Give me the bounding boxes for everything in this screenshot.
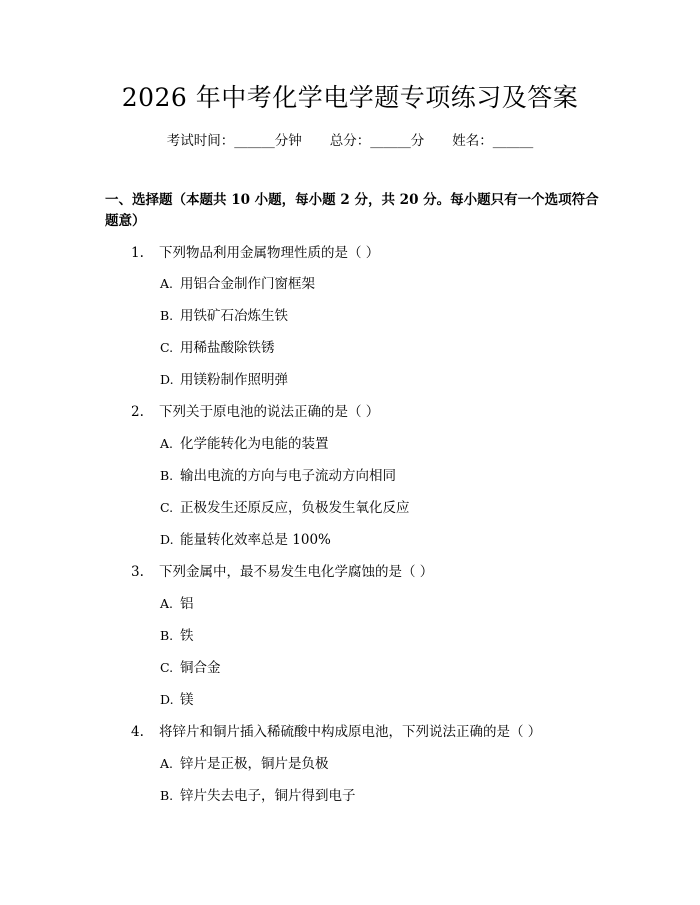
question-2	[131, 402, 379, 422]
option-letter: C.	[160, 500, 174, 515]
option-letter: B.	[160, 468, 174, 483]
option-text: 化学能转化为电能的装置	[180, 436, 329, 452]
question-text: 下列关于原电池的说法正确的是（ ）	[159, 404, 380, 420]
question-text: 将锌片和铜片插入稀硫酸中构成原电池，下列说法正确的是（ ）	[159, 724, 542, 740]
option-text: 输出电流的方向与电子流动方向相同	[180, 468, 396, 484]
question-3-option-d	[160, 690, 194, 710]
option-text: 锌片失去电子，铜片得到电子	[180, 788, 356, 804]
option-text: 用铝合金制作门窗框架	[180, 276, 315, 292]
question-number: 3.	[131, 564, 144, 580]
option-text: 用铁矿石冶炼生铁	[180, 308, 288, 324]
question-text: 下列物品利用金属物理性质的是（ ）	[159, 245, 380, 261]
question-2-option-b	[160, 466, 396, 486]
question-1-option-b	[160, 306, 288, 326]
option-letter: D.	[160, 372, 174, 387]
total-score-field: 总分：______分	[329, 133, 425, 149]
option-text: 能量转化效率总是 100%	[180, 532, 331, 548]
option-letter: A.	[160, 756, 174, 771]
question-1	[131, 243, 379, 263]
option-text: 镁	[180, 692, 194, 708]
option-text: 铁	[180, 628, 194, 644]
question-number: 4.	[131, 724, 144, 740]
question-4	[131, 722, 541, 742]
option-letter: B.	[160, 308, 174, 323]
question-3-option-a	[160, 594, 194, 614]
option-letter: B.	[160, 788, 174, 803]
option-text: 锌片是正极，铜片是负极	[180, 756, 329, 772]
question-1-option-a	[160, 274, 315, 294]
section-heading: 一、选择题（本题共 10 小题，每小题 2 分，共 20 分。每小题只有一个选项符合题意）	[105, 192, 599, 229]
option-letter: D.	[160, 532, 174, 547]
option-text: 正极发生还原反应，负极发生氧化反应	[180, 500, 410, 516]
option-letter: D.	[160, 692, 174, 707]
exam-time-field: 考试时间：______分钟	[166, 133, 302, 149]
question-2-option-c	[160, 498, 410, 518]
option-letter: A.	[160, 596, 174, 611]
option-text: 用镁粉制作照明弹	[180, 372, 288, 388]
student-name-field: 姓名：______	[452, 133, 534, 149]
option-letter: C.	[160, 660, 174, 675]
option-text: 铜合金	[180, 660, 221, 676]
exam-meta	[0, 131, 700, 151]
question-number: 2.	[131, 404, 144, 420]
question-number: 1.	[131, 245, 144, 261]
option-text: 用稀盐酸除铁锈	[180, 340, 275, 356]
question-text: 下列金属中，最不易发生电化学腐蚀的是（ ）	[159, 564, 434, 580]
question-3	[131, 562, 433, 582]
option-letter: B.	[160, 628, 174, 643]
question-4-option-b	[160, 786, 356, 806]
option-letter: A.	[160, 276, 174, 291]
option-letter: A.	[160, 436, 174, 451]
option-letter: C.	[160, 340, 174, 355]
question-2-option-a	[160, 434, 329, 454]
question-1-option-c	[160, 338, 275, 358]
question-1-option-d	[160, 370, 288, 390]
question-3-option-b	[160, 626, 194, 646]
question-3-option-c	[160, 658, 221, 678]
question-4-option-a	[160, 754, 329, 774]
document-title: 2026 年中考化学电学题专项练习及答案	[121, 83, 579, 112]
option-text: 铝	[180, 596, 194, 612]
question-2-option-d	[160, 530, 331, 550]
